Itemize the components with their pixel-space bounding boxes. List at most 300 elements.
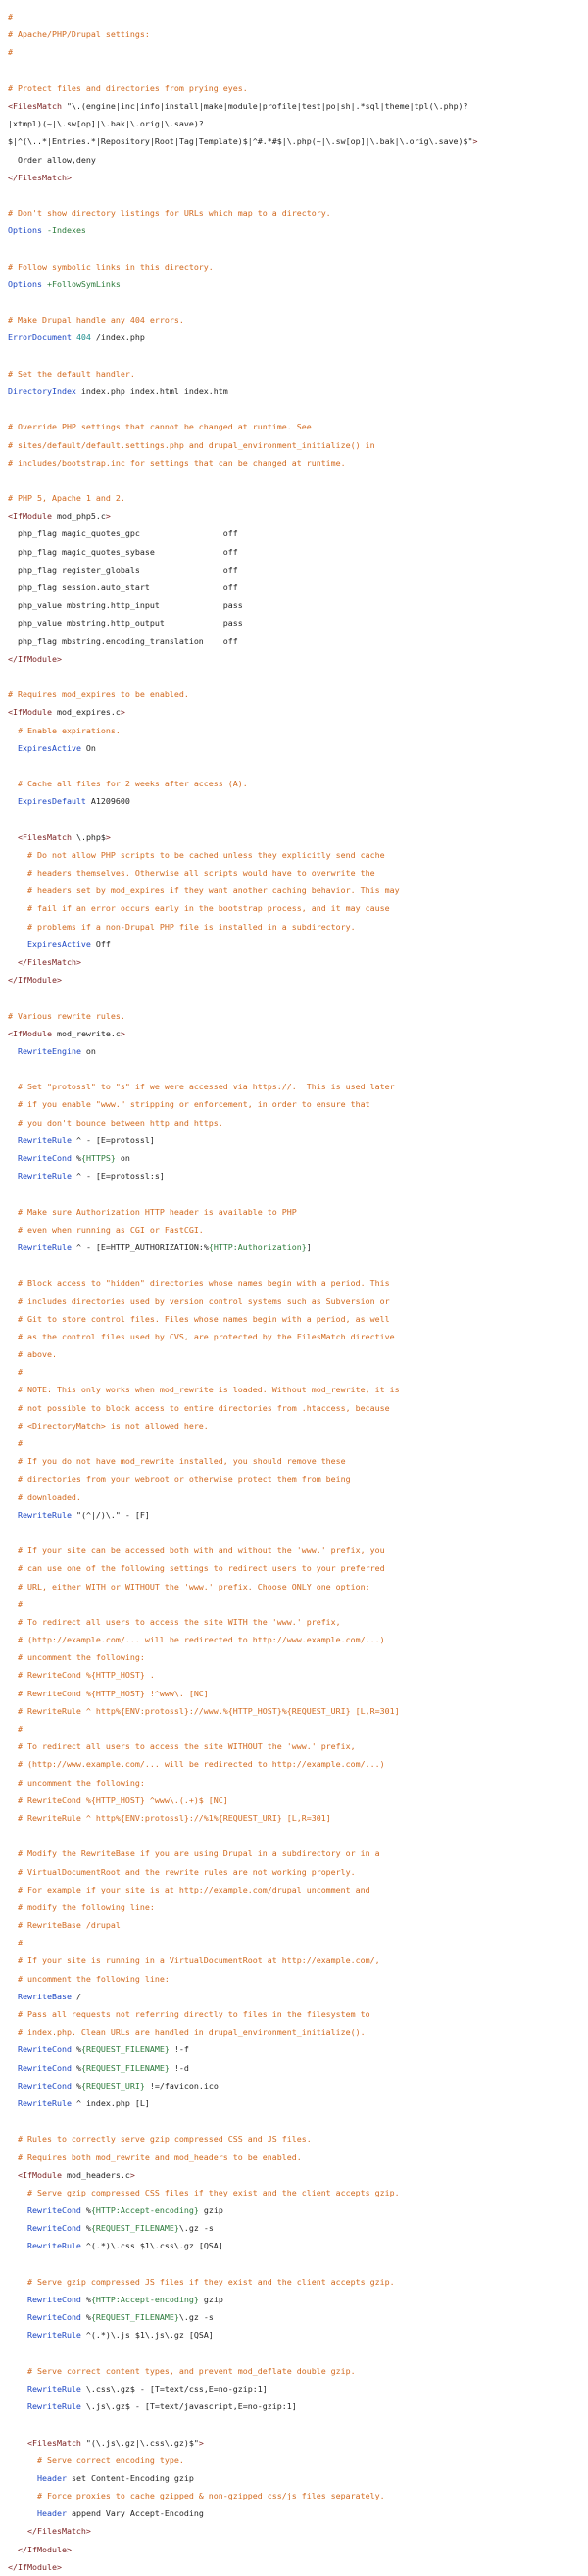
code-comment: # To redirect all users to access the site WITHOUT the 'www.' prefix,	[8, 1742, 356, 1752]
code-line	[8, 1256, 588, 1274]
code-text: /	[71, 1991, 81, 2001]
code-keyword: RewriteRule	[18, 1135, 72, 1145]
code-line	[8, 846, 588, 864]
code-comment: # Override PHP settings that cannot be changed at runtime. See	[8, 422, 312, 432]
code-comment: # uncomment the following:	[8, 1777, 145, 1788]
code-comment: # Follow symbolic links in this directory.	[8, 261, 214, 272]
code-tag: <IfModule	[8, 1028, 52, 1038]
code-line	[8, 8, 588, 25]
code-keyword: RewriteRule	[18, 1509, 72, 1520]
code-text	[8, 2545, 18, 2554]
code-variable: {HTTPS}	[80, 1153, 116, 1163]
code-keyword: RewriteRule	[18, 1171, 72, 1182]
code-text: Order allow,deny	[8, 154, 96, 165]
code-text: \.php$	[71, 832, 106, 842]
code-text: /index.php	[90, 332, 145, 343]
code-text: \.gz -s	[178, 2312, 214, 2323]
code-line	[8, 1078, 588, 1095]
code-text: php_value mbstring.http_output pass	[8, 618, 243, 629]
code-line	[8, 579, 588, 596]
code-tag: <FilesMatch	[8, 100, 62, 111]
code-line	[8, 1452, 588, 1470]
code-line	[8, 1524, 588, 1541]
code-line	[8, 1720, 588, 1738]
code-line	[8, 293, 588, 311]
code-tag: </IfModule>	[18, 2544, 72, 2554]
code-text	[8, 2295, 27, 2304]
code-comment: # NOTE: This only works when mod_rewrite is loaded. Without mod_rewrite, it is	[8, 1385, 400, 1395]
code-line	[8, 507, 588, 525]
code-comment: # headers set by mod_expires if they want another caching behavior. This may	[8, 885, 400, 896]
code-comment: # For example if your site is at http://example.com/drupal uncomment and	[8, 1884, 370, 1894]
code-keyword: RewriteBase	[18, 1991, 72, 2001]
code-text	[8, 1153, 18, 1163]
code-line	[8, 1506, 588, 1524]
code-keyword: ExpiresActive	[18, 742, 81, 753]
code-comment: # Modify the RewriteBase if you are using Drupal in a subdirectory or in a	[8, 1848, 380, 1859]
code-text: php_flag session.auto_start off	[8, 582, 238, 592]
code-line	[8, 151, 588, 169]
code-text: Off	[90, 938, 111, 949]
code-line	[8, 472, 588, 489]
code-text	[8, 2241, 27, 2250]
code-line	[8, 561, 588, 579]
code-text	[8, 1510, 18, 1520]
code-line	[8, 1363, 588, 1381]
code-line	[8, 632, 588, 650]
code-text: php_flag register_globals off	[8, 564, 238, 575]
code-variable: {HTTP:Accept-encoding}	[90, 2295, 199, 2304]
code-line	[8, 2415, 588, 2433]
code-text: \.js\.gz$ - [T=text/javascript,E=no-gzip:1]	[80, 2401, 297, 2412]
code-comment: # VirtualDocumentRoot and the rewrite rules are not working properly.	[8, 1866, 356, 1877]
code-text	[8, 743, 18, 753]
code-line	[8, 2255, 588, 2273]
code-comment: # RewriteCond %{HTTP_HOST} !^www\. [NC]	[8, 1688, 209, 1698]
code-line	[8, 864, 588, 882]
code-line	[8, 2291, 588, 2308]
code-comment: # includes directories used by version control systems such as Subversion or	[8, 1295, 390, 1306]
code-text	[8, 2473, 37, 2483]
code-comment: #	[8, 12, 13, 22]
code-keyword: RewriteCond	[26, 2223, 81, 2234]
code-comment: # uncomment the following line:	[8, 1973, 170, 1984]
code-line	[8, 775, 588, 792]
code-text: !-f	[169, 2045, 189, 2055]
code-text	[8, 2330, 27, 2340]
code-comment: # Make Drupal handle any 404 errors.	[8, 315, 184, 326]
code-comment: # you don't bounce between http and https.	[8, 1117, 223, 1128]
code-text: !=/favicon.ico	[144, 2080, 219, 2091]
code-line	[8, 132, 588, 150]
code-text	[8, 2081, 18, 2091]
code-line	[8, 1060, 588, 1078]
code-line	[8, 596, 588, 614]
code-line	[8, 2487, 588, 2504]
code-line	[8, 1435, 588, 1452]
code-comment: # Make sure Authorization HTTP header is available to PHP	[8, 1206, 297, 1217]
code-comment: # URL, either WITH or WITHOUT the 'www.' prefix. Choose ONLY one option:	[8, 1581, 370, 1591]
code-text: set Content-Encoding gzip	[66, 2472, 194, 2483]
code-line	[8, 43, 588, 61]
code-line	[8, 1221, 588, 1238]
code-line	[8, 79, 588, 97]
code-text: on	[115, 1153, 130, 1163]
code-keyword: RewriteRule	[26, 2241, 81, 2251]
code-line	[8, 2541, 588, 2558]
code-comment: # Git to store control files. Files whose names begin with a period, as well	[8, 1313, 390, 1324]
code-comment: # uncomment the following:	[8, 1652, 145, 1663]
code-tag: >	[198, 2437, 204, 2448]
code-line	[8, 62, 588, 79]
code-text: gzip	[198, 2295, 223, 2304]
code-text	[8, 957, 18, 967]
code-comment: # PHP 5, Apache 1 and 2.	[8, 493, 125, 504]
code-text	[8, 2384, 27, 2394]
code-line	[8, 1738, 588, 1755]
code-line	[8, 2434, 588, 2451]
code-text: %	[80, 2223, 91, 2234]
code-comment: # if you enable "www." stripping or enforcement, in order to ensure that	[8, 1099, 370, 1110]
code-line	[8, 1631, 588, 1648]
code-line	[8, 2184, 588, 2201]
code-comment: # Force proxies to cache gzipped & non-gzipped css/js files separately.	[8, 2491, 385, 2501]
code-keyword: Header	[36, 2472, 67, 2483]
code-text: %	[80, 2312, 91, 2323]
code-text: ^ - [E=protossl]	[71, 1135, 155, 1145]
code-variable: {REQUEST_FILENAME}	[80, 2062, 170, 2073]
code-comment: # Cache all files for 2 weeks after access (A).	[8, 779, 248, 789]
code-line	[8, 2059, 588, 2077]
code-line	[8, 1167, 588, 1185]
code-comment: # modify the following line:	[8, 1901, 155, 1912]
code-tag: </FilesMatch>	[8, 172, 72, 182]
code-line	[8, 276, 588, 293]
code-comment: # not possible to block access to entire directories from .htaccess, because	[8, 1402, 390, 1413]
code-text: \.gz -s	[178, 2223, 214, 2234]
code-line	[8, 1345, 588, 1363]
code-line	[8, 436, 588, 454]
code-line	[8, 953, 588, 971]
code-line	[8, 2345, 588, 2362]
code-comment: # Set the default handler.	[8, 368, 135, 379]
code-text: mod_expires.c	[51, 707, 121, 718]
code-text: !-d	[169, 2062, 189, 2073]
code-line	[8, 1292, 588, 1310]
code-text: "(^|/)\." - [F]	[71, 1509, 150, 1520]
code-comment: # RewriteRule ^ http%{ENV:protossl}://www.%{HTTP_HOST}%{REQUEST_URI} [L,R=301]	[8, 1705, 400, 1716]
code-line	[8, 1559, 588, 1577]
code-comment: # RewriteBase /drupal	[8, 1920, 121, 1931]
code-comment: # <DirectoryMatch> is not allowed here.	[8, 1420, 209, 1431]
code-tag: </IfModule>	[8, 653, 62, 664]
code-line	[8, 2077, 588, 2095]
code-line	[8, 2380, 588, 2398]
code-text: %	[71, 2062, 81, 2073]
code-comment: # If your site is running in a VirtualDocumentRoot at http://example.com/,	[8, 1955, 380, 1966]
code-text	[8, 796, 18, 806]
code-tag: </IfModule>	[8, 975, 62, 985]
code-line	[8, 1007, 588, 1025]
code-line	[8, 2148, 588, 2166]
code-text	[8, 1046, 18, 1056]
code-line	[8, 489, 588, 507]
code-line	[8, 2398, 588, 2415]
code-keyword: RewriteRule	[18, 2097, 72, 2108]
code-line	[8, 204, 588, 222]
code-text: mod_headers.c	[61, 2169, 130, 2180]
code-text: index.php index.html index.htm	[75, 385, 228, 396]
code-line	[8, 2273, 588, 2291]
code-text	[8, 2098, 18, 2108]
code-keyword: Options	[8, 278, 42, 289]
code-line	[8, 186, 588, 204]
code-keyword: RewriteRule	[18, 1241, 72, 1252]
code-variable: +FollowSymLinks	[46, 278, 121, 289]
code-line	[8, 1185, 588, 1202]
code-line	[8, 258, 588, 276]
code-comment: # includes/bootstrap.inc for settings that can be changed at runtime.	[8, 457, 346, 468]
code-comment: # Set "protossl" to "s" if we were accessed via https://. This is used later	[8, 1082, 395, 1092]
code-line	[8, 2469, 588, 2487]
code-line	[8, 1595, 588, 1613]
code-line	[8, 1132, 588, 1149]
code-text	[8, 939, 27, 949]
code-text	[8, 2170, 18, 2180]
code-line	[8, 2219, 588, 2237]
code-line	[8, 1274, 588, 1291]
code-line	[8, 1863, 588, 1881]
code-line	[8, 1916, 588, 1934]
code-variable: {REQUEST_FILENAME}	[90, 2223, 179, 2234]
code-comment: # can use one of the following settings to redirect users to your preferred	[8, 1563, 385, 1574]
code-line	[8, 1702, 588, 1720]
code-comment: # Serve gzip compressed CSS files if they exist and the client accepts gzip.	[8, 2187, 400, 2197]
code-line	[8, 382, 588, 400]
code-comment: # If your site can be accessed both with and without the 'www.' prefix, you	[8, 1545, 385, 1556]
code-line	[8, 115, 588, 132]
code-text: A1209600	[85, 796, 130, 807]
code-line	[8, 2237, 588, 2254]
code-comment: # Pass all requests not referring directly to files in the filesystem to	[8, 2009, 370, 2019]
code-line	[8, 1970, 588, 1988]
code-keyword: RewriteRule	[26, 2401, 81, 2412]
code-line	[8, 739, 588, 757]
code-text: %	[71, 2045, 81, 2055]
code-line	[8, 1792, 588, 1809]
code-line	[8, 1470, 588, 1488]
code-comment: # Protect files and directories from prying eyes.	[8, 82, 248, 93]
code-comment: # RewriteRule ^ http%{ENV:protossl}://%1%{REQUEST_URI} [L,R=301]	[8, 1812, 331, 1823]
code-tag: <IfModule	[18, 2169, 62, 2180]
code-tag: >	[120, 707, 125, 718]
code-line	[8, 2041, 588, 2058]
code-comment: # downloaded.	[8, 1491, 81, 1502]
code-text: %	[80, 2295, 91, 2304]
code-line	[8, 347, 588, 365]
code-line	[8, 454, 588, 472]
code-variable: -Indexes	[46, 226, 86, 236]
code-keyword: RewriteCond	[26, 2205, 81, 2216]
code-tag: <IfModule	[8, 707, 52, 718]
code-text	[8, 1242, 18, 1252]
code-line	[8, 400, 588, 418]
code-line	[8, 169, 588, 186]
code-comment: # directories from your webroot or otherwise protect them from being	[8, 1474, 351, 1485]
code-variable: {HTTP:Accept-encoding}	[90, 2205, 199, 2216]
code-text	[8, 2508, 37, 2518]
code-tag: </IfModule>	[8, 2561, 62, 2572]
code-keyword: RewriteCond	[18, 2045, 72, 2055]
code-text: %	[71, 2080, 81, 2091]
code-line	[8, 1613, 588, 1631]
code-comment: # RewriteCond %{HTTP_HOST} .	[8, 1670, 155, 1681]
code-line	[8, 918, 588, 935]
code-line	[8, 2023, 588, 2041]
code-comment: # Serve correct encoding type.	[8, 2454, 184, 2465]
code-line	[8, 2522, 588, 2540]
code-comment: #	[8, 1367, 23, 1378]
code-text: |xtmpl)(~|\.sw[op]|\.bak|\.orig|\.save)?	[8, 119, 204, 129]
code-line	[8, 2201, 588, 2219]
code-tag: </FilesMatch>	[26, 2526, 91, 2537]
code-text: mod_rewrite.c	[51, 1028, 121, 1038]
code-comment: #	[8, 1598, 23, 1609]
code-comment: # Requires both mod_rewrite and mod_headers to be enabled.	[8, 2151, 302, 2162]
code-text	[8, 2205, 27, 2215]
code-comment: # If you do not have mod_rewrite installed, you should remove these	[8, 1456, 346, 1467]
code-line	[8, 1042, 588, 1060]
code-line	[8, 1328, 588, 1345]
code-tag: </FilesMatch>	[18, 956, 81, 967]
code-tag: <FilesMatch	[18, 832, 72, 842]
code-keyword: RewriteCond	[18, 1153, 72, 1163]
code-line	[8, 2326, 588, 2344]
code-line	[8, 1399, 588, 1417]
code-line	[8, 935, 588, 953]
code-line	[8, 1238, 588, 1256]
code-line	[8, 1025, 588, 1042]
code-text: php_value mbstring.http_input pass	[8, 600, 243, 611]
code-line	[8, 757, 588, 775]
code-line	[8, 2166, 588, 2184]
code-comment: #	[8, 1724, 23, 1734]
code-line	[8, 614, 588, 631]
code-line	[8, 668, 588, 685]
code-line	[8, 2130, 588, 2147]
code-line	[8, 1114, 588, 1132]
code-keyword: ExpiresActive	[26, 938, 91, 949]
code-comment: # index.php. Clean URLs are handled in drupal_environment_initialize().	[8, 2027, 366, 2038]
code-text: php_flag magic_quotes_sybase off	[8, 546, 238, 557]
code-comment: # RewriteCond %{HTTP_HOST} ^www\.(.+)$ [NC]	[8, 1794, 228, 1805]
code-line	[8, 328, 588, 346]
code-line	[8, 222, 588, 239]
code-line	[8, 2558, 588, 2576]
code-keyword: RewriteCond	[18, 2062, 72, 2073]
code-text: "(\.js\.gz|\.css\.gz)$"	[80, 2437, 199, 2448]
code-comment: # as the control files used by CVS, are protected by the FilesMatch directive	[8, 1331, 395, 1341]
code-line	[8, 1095, 588, 1113]
code-line	[8, 239, 588, 257]
code-line	[8, 1844, 588, 1862]
code-line	[8, 418, 588, 435]
code-line	[8, 1310, 588, 1328]
code-line	[8, 2112, 588, 2130]
code-text: ^ index.php [L]	[71, 2097, 150, 2108]
code-keyword: ExpiresDefault	[18, 796, 86, 807]
code-line	[8, 1203, 588, 1221]
code-keyword: Header	[36, 2508, 67, 2519]
code-line	[8, 810, 588, 828]
code-line	[8, 722, 588, 739]
code-keyword: ErrorDocument	[8, 332, 72, 343]
code-comment: #	[8, 47, 13, 58]
code-text: %	[80, 2205, 91, 2216]
code-line	[8, 1417, 588, 1435]
code-comment: # Rules to correctly serve gzip compressed CSS and JS files.	[8, 2134, 312, 2145]
code-text: gzip	[198, 2205, 223, 2216]
code-text	[8, 833, 18, 842]
code-keyword: Options	[8, 226, 42, 236]
code-variable: {REQUEST_FILENAME}	[90, 2312, 179, 2323]
code-text: $|^(\..*|Entries.*|Repository|Root|Tag|Template)$|^#.*#$|\.php(~|\.sw[op]|\.bak|\.orig\.save)$"	[8, 136, 473, 147]
code-text: ]	[306, 1241, 312, 1252]
code-text	[8, 2526, 27, 2536]
code-line	[8, 2308, 588, 2326]
code-line	[8, 97, 588, 115]
code-line	[8, 1827, 588, 1844]
code-tag: >	[120, 1028, 125, 1038]
code-text: ^ - [E=HTTP_AUTHORIZATION:%	[71, 1241, 209, 1252]
code-tag: >	[129, 2169, 135, 2180]
code-tag: >	[472, 136, 478, 147]
code-comment: # Don't show directory listings for URLs which map to a directory.	[8, 208, 331, 219]
code-line	[8, 2451, 588, 2469]
code-comment: # Enable expirations.	[8, 725, 121, 735]
code-comment: # Block access to "hidden" directories whose names begin with a period. This	[8, 1278, 390, 1288]
code-comment: # Serve correct content types, and prevent mod_deflate double gzip.	[8, 2365, 356, 2376]
code-line	[8, 685, 588, 703]
code-text: on	[80, 1045, 96, 1056]
code-comment: # Serve gzip compressed JS files if they exist and the client accepts gzip.	[8, 2276, 395, 2287]
code-text	[8, 1136, 18, 1145]
code-comment: # (http://www.example.com/... will be redirected to http://example.com/...)	[8, 1759, 385, 1770]
code-comment: # problems if a non-Drupal PHP file is installed in a subdirectory.	[8, 921, 356, 932]
code-line	[8, 1755, 588, 1773]
code-line	[8, 25, 588, 43]
code-keyword: RewriteRule	[26, 2330, 81, 2341]
code-text	[8, 2063, 18, 2073]
code-line	[8, 882, 588, 899]
code-keyword: RewriteCond	[26, 2312, 81, 2323]
code-variable: {REQUEST_FILENAME}	[80, 2045, 170, 2055]
code-text	[8, 2312, 27, 2322]
code-line	[8, 525, 588, 542]
code-tag: <FilesMatch	[26, 2437, 81, 2448]
code-line	[8, 1541, 588, 1559]
code-line	[8, 1809, 588, 1827]
code-text: ^(.*)\.js $1\.js\.gz [QSA]	[80, 2330, 214, 2341]
code-comment: #	[8, 1439, 23, 1448]
code-line	[8, 543, 588, 561]
code-variable: {HTTP:Authorization}	[208, 1241, 307, 1252]
code-text: %	[71, 1153, 81, 1163]
code-comment: # (http://example.com/... will be redirected to http://www.example.com/...)	[8, 1635, 385, 1645]
code-text	[8, 1992, 18, 2001]
code-line	[8, 1881, 588, 1898]
code-line	[8, 2362, 588, 2380]
